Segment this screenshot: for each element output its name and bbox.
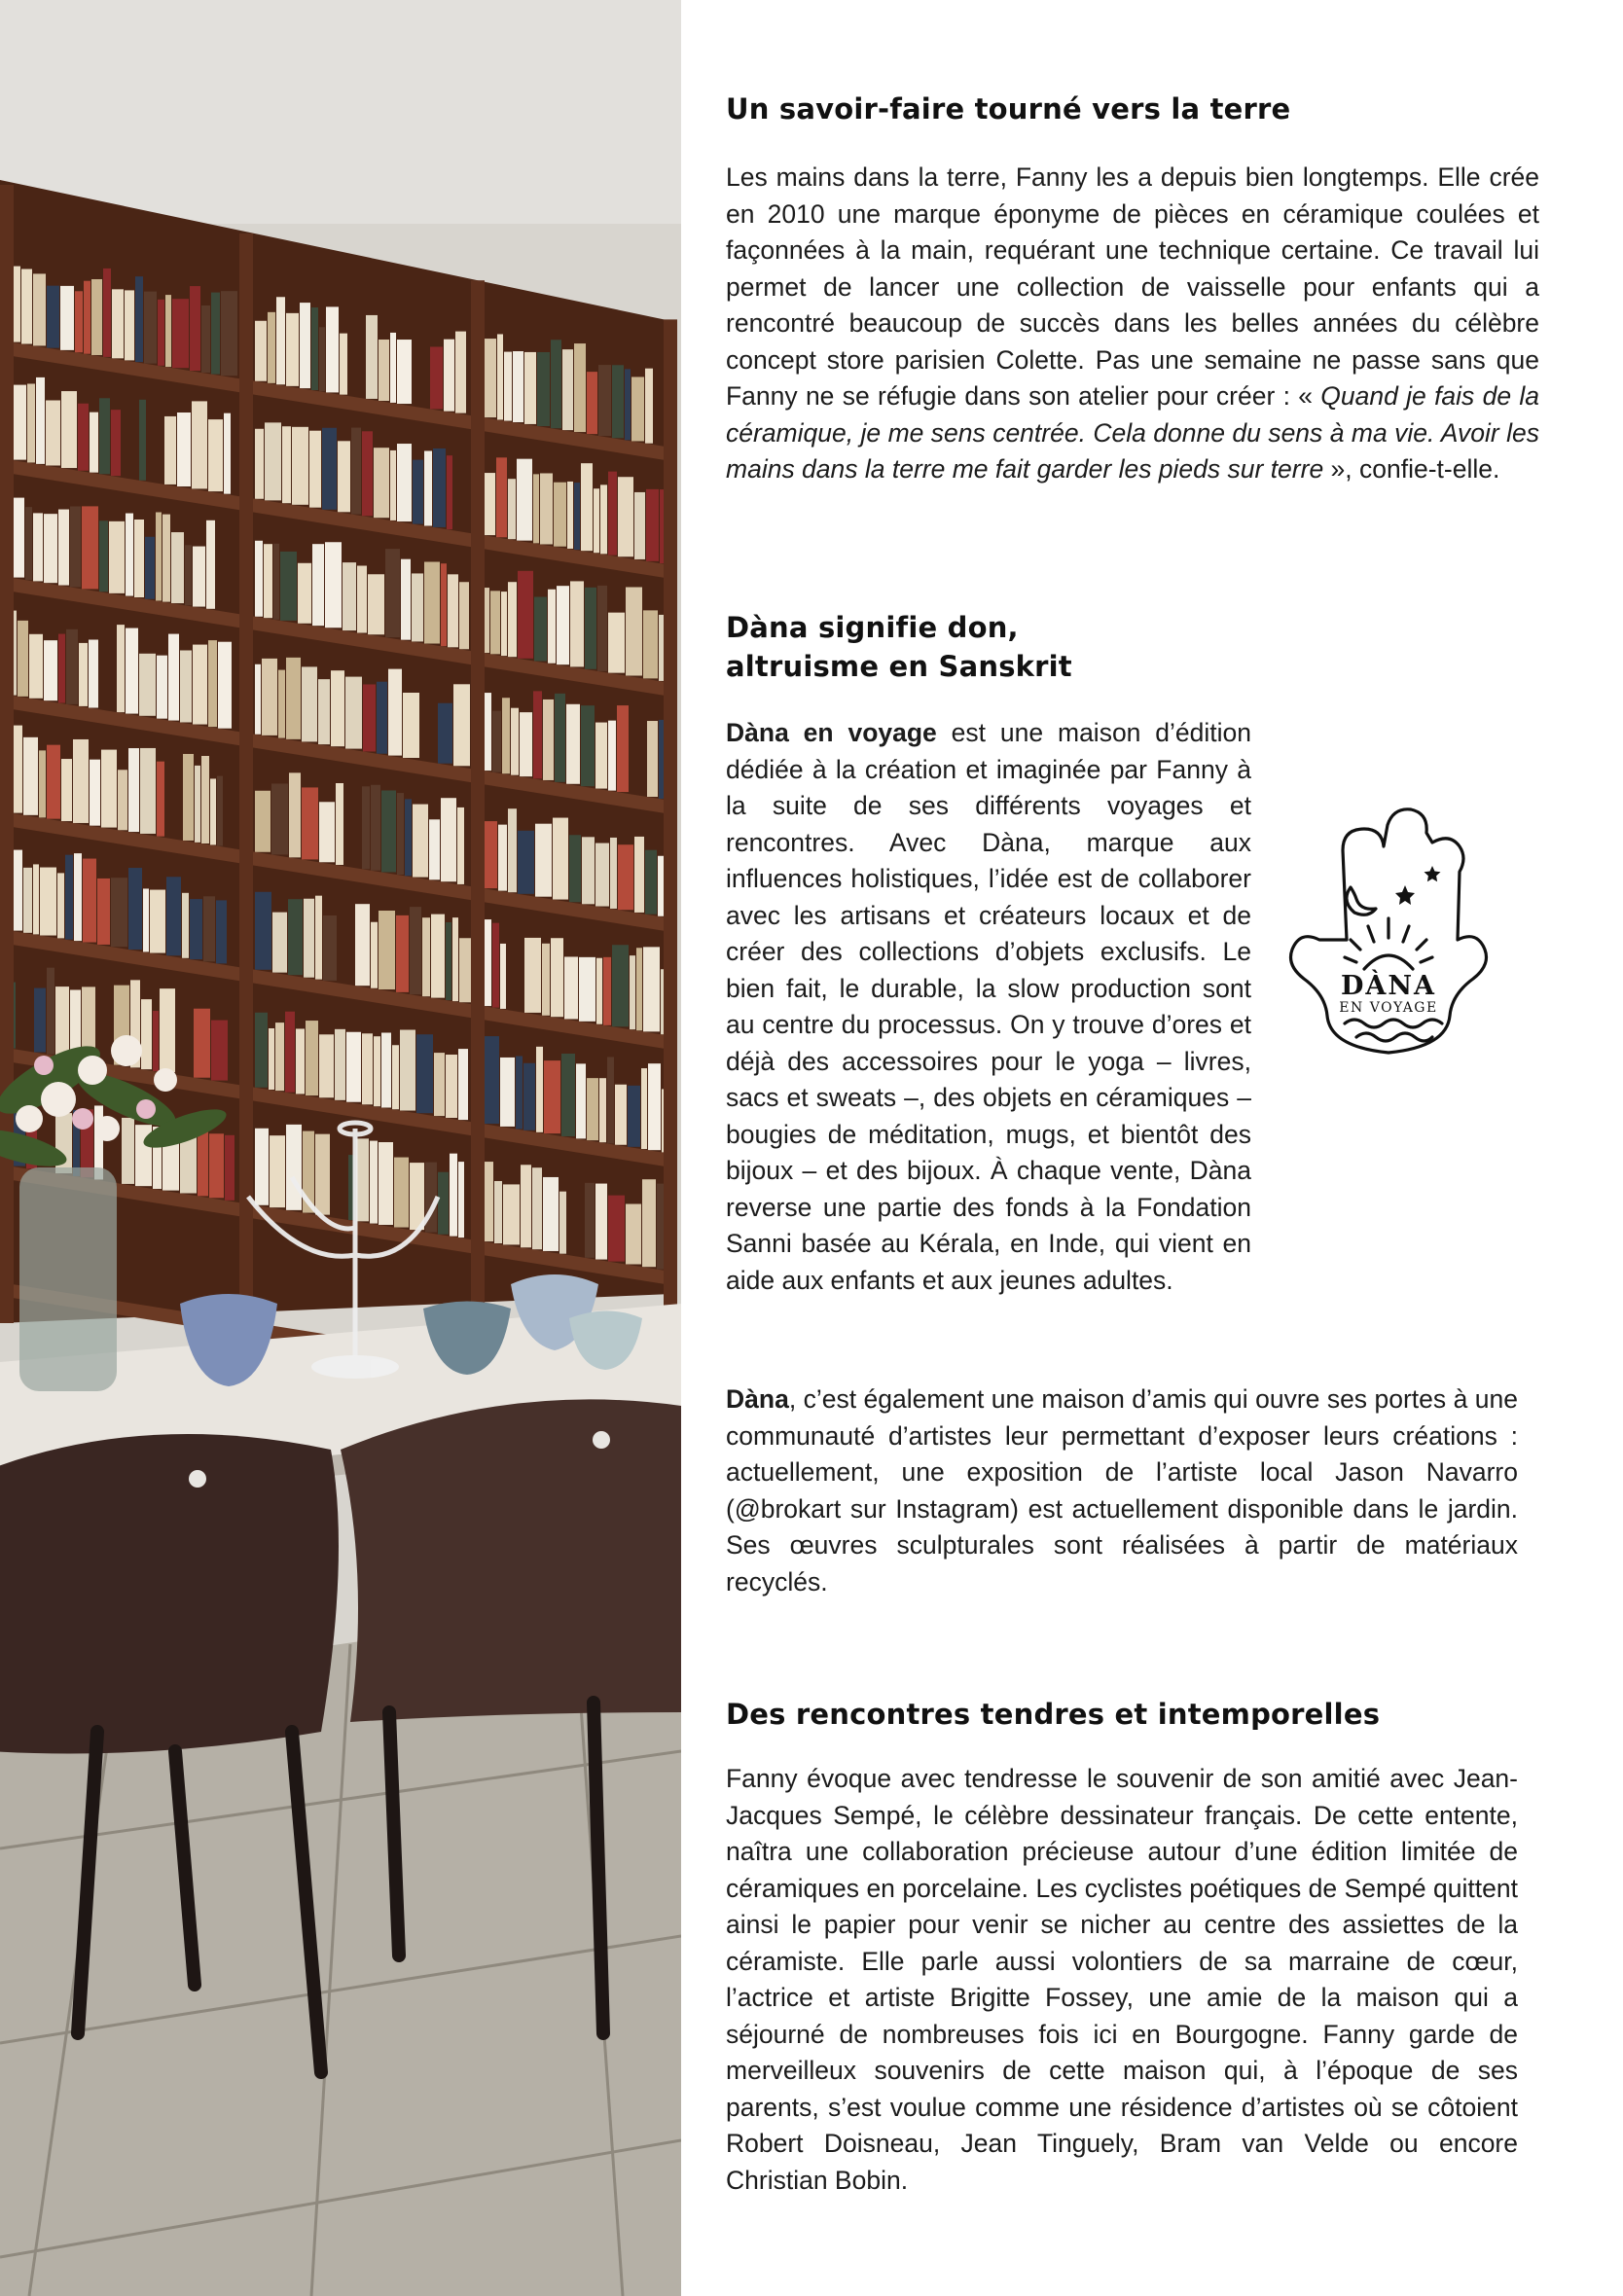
paragraph-rencontres: Fanny évoque avec tendresse le souvenir de son amitié avec Jean-Jacques Sempé, le célèbre dessinateur français. De cette entente, naîtra une collaboration précieuse autour d’une édition limitée de céramiques en porcelaine. Les cyclistes poétiques de Sempé quittent ainsi le papier pour venir se nicher au centre des assiettes de la céramiste. Elle parle aussi volontiers de sa marraine de cœur, l’actrice et artiste Brigitte Fossey, une amie de la maison qui a séjourné de nombreuses fois ici en Bourgogne. Fanny garde de merveilleux souvenirs de cette maison qui, à l’époque de ses parents, s’est voulue comme une résidence d’artistes où se côtoient Robert Doisneau, Jean Tinguely, Bram van Velde ou encore Christian Bobin.	[726, 1764, 1518, 2195]
paragraph-dana-maison: Dàna, c’est également une maison d’amis qui ouvre ses portes à une communauté d’artistes leur permettant d’exposer leurs créations : actuellement, une exposition de l’artiste local Jason Navarro (@brokart sur Instagram) est actuellement disponible dans le jardin. Ses œuvres sculpturales sont réalisées à partir de matériaux recyclés.	[726, 1384, 1518, 1596]
library-photo	[0, 0, 681, 2296]
stars-icon	[1395, 866, 1441, 905]
quote-text: Quand je fais de la céramique, je me sens centrée. Cela donne du sens à ma vie. Avoir les mains dans la terre me fait garder les pieds sur terre	[726, 381, 1539, 484]
logo-title: DÀNA	[1341, 971, 1436, 1001]
paragraph-dana-en-voyage: Dàna en voyage est une maison d’édition dédiée à la création et imaginée par Fanny à la suite de ses différents voyages et rencontres. Avec Dàna, marque aux influences holistiques, l’idée est de collaborer avec les artisans et créateurs locaux et de créer des collections d’objets exclusifs. Le bien fait, le durable, la slow production sont au centre du processus. On y trouve d’ores et déjà des accessoires pour le yoga – livres, sacs et sweats –, des objets en céramiques – bougies de méditation, mugs, et bientôt des bijoux – et des bijoux. À chaque vente, Dàna reverse une partie des fonds à la Fondation Sanni basée au Kérala, en Inde, qui vient en aide aux enfants et aux jeunes adultes.	[726, 718, 1252, 1295]
logo-subtitle: EN VOYAGE	[1339, 1000, 1438, 1016]
brand-name: Dàna	[726, 1384, 789, 1414]
section-title-savoir-faire: Un savoir-faire tourné vers la terre	[726, 92, 1291, 126]
brand-name: Dàna en voyage	[726, 718, 937, 747]
section-title-dana: Dàna signifie don, altruisme en Sanskrit	[726, 611, 1072, 683]
paragraph-savoir-faire: Les mains dans la terre, Fanny les a depuis bien longtemps. Elle crée en 2010 une marque éponyme de pièces en céramique coulées et façonnées à la main, requérant une technique certaine. Ce travail lui permet de lancer une collection de vaisselle pour enfants qui a rencontré beaucoup de succès dans les belles années du célèbre concept store parisien Colette. Pas une semaine ne passe sans que Fanny ne se réfugie dans son atelier pour créer : « Quand je fais de la céramique, je me sens centrée. Cela donne du sens à ma vie. Avoir les mains dans la terre me fait garder les pieds sur terre », confie-t-elle.	[726, 162, 1539, 484]
hamsa-hand-icon	[1291, 809, 1487, 1053]
section-title-rencontres: Des rencontres tendres et intemporelles	[726, 1698, 1381, 1731]
dana-hamsa-logo	[1286, 804, 1491, 1070]
